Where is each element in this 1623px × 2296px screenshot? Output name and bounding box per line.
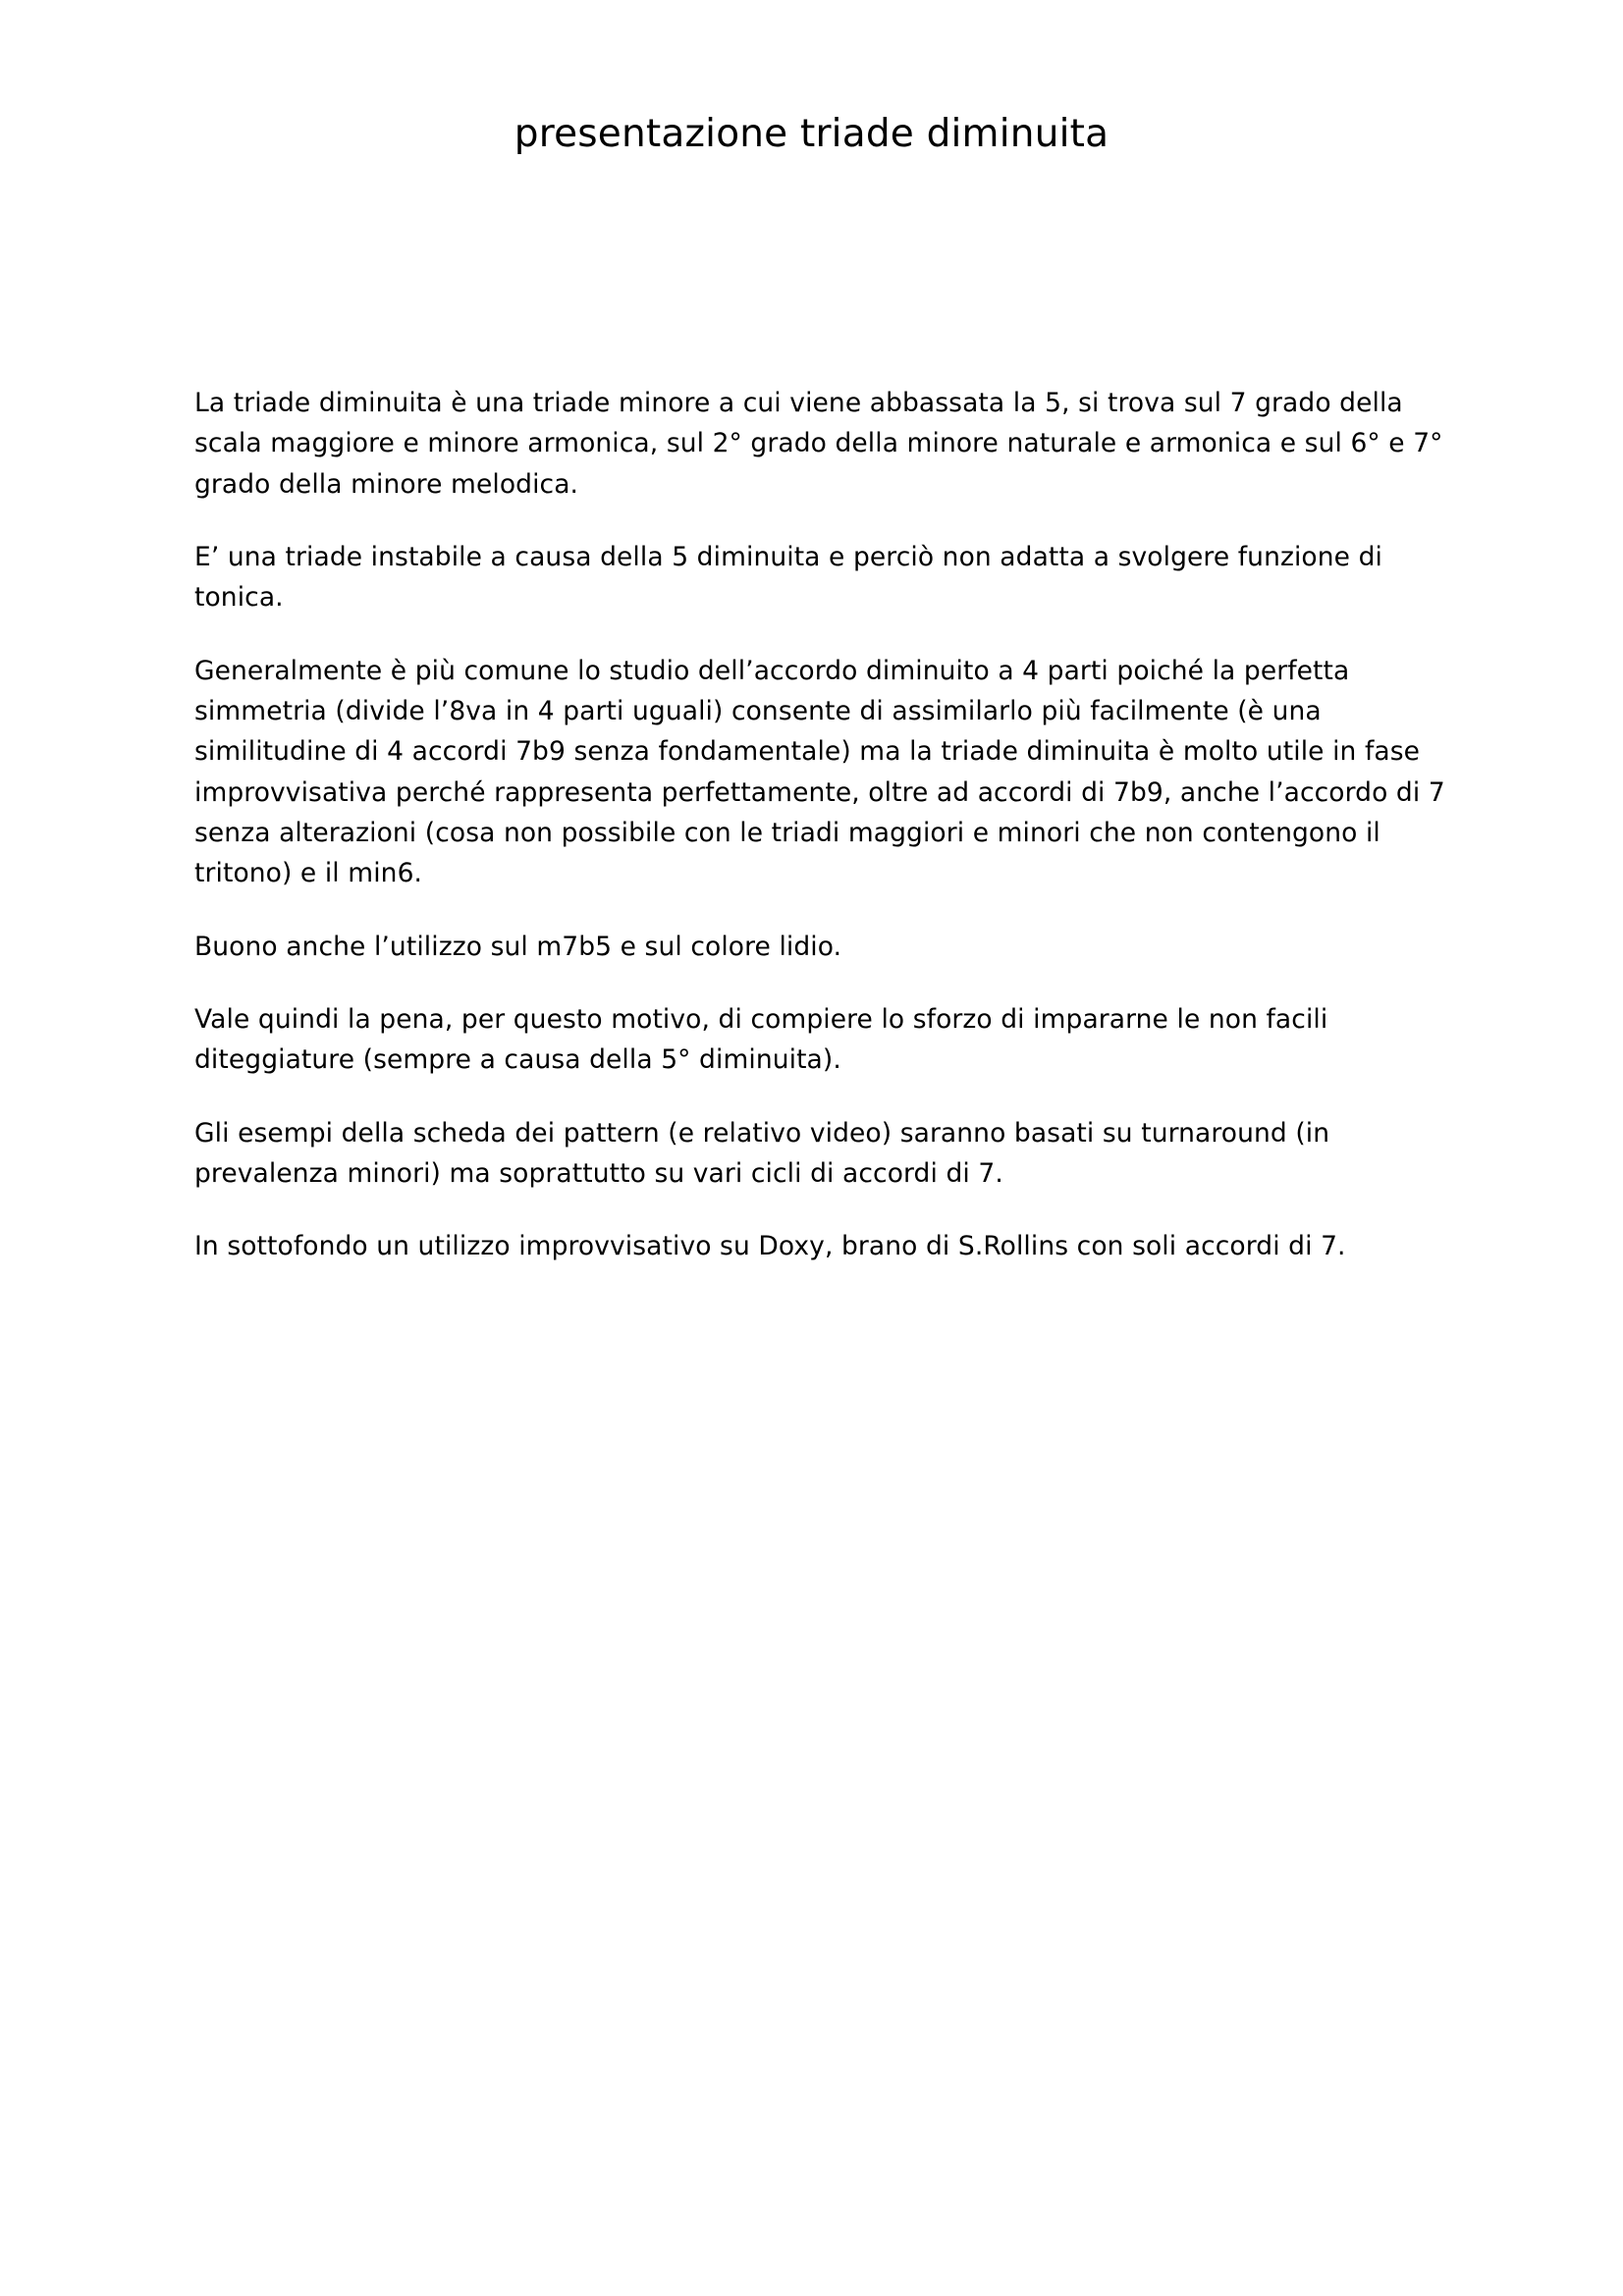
paragraph: Vale quindi la pena, per questo motivo, di compiere lo sforzo di impararne le non facili diteggiature (sempre a causa della 5° diminuita). bbox=[194, 1003, 1328, 1076]
paragraph: La triade diminuita è una triade minore a cui viene abbassata la 5, si trova sul 7 grado della scala maggiore e minore armonica, sul 2° grado della minore naturale e armonica e sul 6° e 7° grado della minore melodica. bbox=[194, 388, 1443, 500]
paragraph: Buono anche l’utilizzo sul m7b5 e sul colore lidio. bbox=[194, 931, 842, 962]
paragraph: Generalmente è più comune lo studio dell’accordo diminuito a 4 parti poiché la perfetta simmetria (divide l’8va in 4 parti uguali) consente di assimilarlo più facilmente (è una similitudine di 4 accordi 7b9 senza fondamentale) ma la triade diminuita è molto utile in fase improvvisativa perché rappresenta perfettamente, oltre ad accordi di 7b9, anche l’accordo di 7 senza alterazioni (cosa non possibile con le triadi maggiori e minori che non contengono il tritono) e il min6. bbox=[194, 655, 1445, 889]
page-title: presentazione triade diminuita bbox=[514, 112, 1109, 157]
paragraph: Gli esempi della scheda dei pattern (e relativo video) saranno basati su turnaround (in prevalenza minori) ma soprattutto su vari cicli di accordi di 7. bbox=[194, 1117, 1330, 1189]
paragraph: E’ una triade instabile a causa della 5 diminuita e perciò non adatta a svolgere funzione di tonica. bbox=[194, 541, 1382, 614]
document-body bbox=[194, 383, 1446, 1267]
paragraph: In sottofondo un utilizzo improvvisativo su Doxy, brano di S.Rollins con soli accordi di 7. bbox=[194, 1231, 1346, 1262]
